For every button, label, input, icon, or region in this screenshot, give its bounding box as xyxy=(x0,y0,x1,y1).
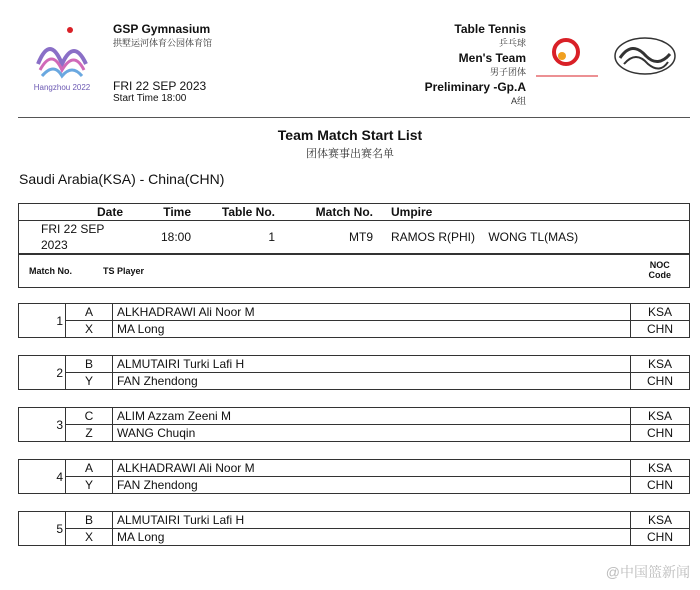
player-name: ALIM Azzam Zeeni M xyxy=(113,408,631,425)
weibo-watermark: @中国篮新闻 xyxy=(605,564,690,580)
header-ts-player: TS Player xyxy=(103,266,145,276)
player-letter: X xyxy=(66,529,113,546)
phase-name-cn: A组 xyxy=(510,96,526,106)
header-noc xyxy=(649,260,672,280)
player-name: ALMUTAIRI Turki Lafi H xyxy=(113,512,631,529)
info-umpires xyxy=(377,221,690,254)
player-name: ALKHADRAWI Ali Noor M xyxy=(113,460,631,477)
match-number: 3 xyxy=(19,408,66,442)
player-name: ALMUTAIRI Turki Lafi H xyxy=(113,356,631,373)
table-row xyxy=(19,425,690,442)
doc-title: Team Match Start List xyxy=(277,127,423,143)
event-name: Men's Team xyxy=(458,51,526,65)
umpire-1: RAMOS R(PHI) xyxy=(391,230,475,244)
player-letter: Z xyxy=(66,425,113,442)
player-noc: CHN xyxy=(631,425,690,442)
player-name: FAN Zhendong xyxy=(113,477,631,494)
umpire-2: WONG TL(MAS) xyxy=(488,230,579,244)
player-noc: CHN xyxy=(631,321,690,338)
table-row xyxy=(19,512,690,529)
start-time: Start Time 18:00 xyxy=(113,93,187,104)
table-row xyxy=(19,408,690,425)
player-noc: KSA xyxy=(631,512,690,529)
table-row xyxy=(19,356,690,373)
info-time: 18:00 xyxy=(127,221,195,254)
player-letter: Y xyxy=(66,373,113,390)
event-block xyxy=(425,22,526,107)
table-row xyxy=(19,460,690,477)
table-row xyxy=(19,321,690,338)
player-noc: KSA xyxy=(631,304,690,321)
player-letter: X xyxy=(66,321,113,338)
match-table xyxy=(18,511,690,546)
venue-name: GSP Gymnasium xyxy=(113,22,211,36)
match-info-table xyxy=(18,203,690,254)
info-match-no: MT9 xyxy=(279,221,377,254)
player-noc: KSA xyxy=(631,460,690,477)
match-number: 1 xyxy=(19,304,66,338)
match-table xyxy=(18,459,690,494)
player-name: FAN Zhendong xyxy=(113,373,631,390)
info-header-umpire: Umpire xyxy=(377,204,690,221)
hangzhou-2022-logo xyxy=(28,24,96,94)
player-letter: B xyxy=(66,356,113,373)
teams-line: Saudi Arabia(KSA) - China(CHN) xyxy=(19,171,225,187)
venue-name-cn: 拱墅运河体育公园体育馆 xyxy=(113,38,213,48)
venue-block xyxy=(113,22,212,49)
player-letter: C xyxy=(66,408,113,425)
player-letter: A xyxy=(66,460,113,477)
player-name: ALKHADRAWI Ali Noor M xyxy=(113,304,631,321)
info-header-time: Time xyxy=(127,204,195,221)
header-noc-line1: NOC xyxy=(649,260,670,270)
info-date: FRI 22 SEP 2023 xyxy=(19,221,128,254)
table-row xyxy=(19,304,690,321)
match-table xyxy=(18,303,690,338)
player-letter: B xyxy=(66,512,113,529)
info-header-match: Match No. xyxy=(279,204,377,221)
header-divider xyxy=(18,117,690,118)
sport-pictogram xyxy=(612,34,678,80)
table-row xyxy=(19,373,690,390)
player-letter: Y xyxy=(66,477,113,494)
player-letter: A xyxy=(66,304,113,321)
header-noc-line2: Code xyxy=(648,270,671,280)
player-name: MA Long xyxy=(113,321,631,338)
table-row xyxy=(19,477,690,494)
event-date: FRI 22 SEP 2023 xyxy=(113,79,207,93)
table-tennis-emblem xyxy=(532,36,602,82)
logo-text: Hangzhou 2022 xyxy=(33,83,91,92)
player-noc: CHN xyxy=(631,477,690,494)
info-header-table: Table No. xyxy=(195,204,279,221)
match-table xyxy=(18,407,690,442)
sport-name: Table Tennis xyxy=(454,22,526,36)
sport-name-cn: 乒乓球 xyxy=(498,38,526,48)
player-noc: CHN xyxy=(631,373,690,390)
player-noc: CHN xyxy=(631,529,690,546)
phase-name: Preliminary -Gp.A xyxy=(424,80,526,94)
match-number: 5 xyxy=(19,512,66,546)
match-table xyxy=(18,355,690,390)
header-match-no: Match No. xyxy=(29,266,73,276)
table-row xyxy=(19,529,690,546)
player-name: MA Long xyxy=(113,529,631,546)
doc-title-cn: 团体赛事出赛名单 xyxy=(306,148,394,160)
player-noc: KSA xyxy=(631,356,690,373)
match-number: 4 xyxy=(19,460,66,494)
event-name-cn: 男子团体 xyxy=(489,67,526,77)
match-list-header xyxy=(18,254,690,288)
info-header-date: Date xyxy=(19,204,128,221)
player-noc: KSA xyxy=(631,408,690,425)
player-name: WANG Chuqin xyxy=(113,425,631,442)
match-number: 2 xyxy=(19,356,66,390)
info-table-no: 1 xyxy=(195,221,279,254)
